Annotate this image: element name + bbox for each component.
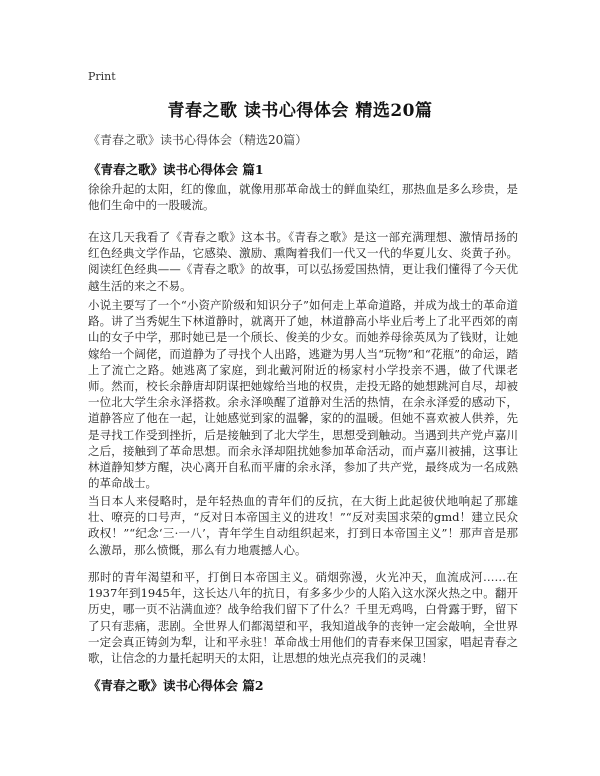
page-title: 青春之歌 读书心得体会 精选20篇 [167, 101, 433, 121]
section-heading-1: 《青春之歌》读书心得体会 篇1 [88, 162, 264, 177]
page-subtitle: 《青春之歌》读书心得体会（精选20篇） [88, 133, 308, 147]
paragraph: 徐徐升起的太阳，红的像血，就像用那革命战士的鲜血染红，那热血是多么珍贵，是他们生命中的一股暖流。 [88, 182, 518, 213]
paragraph: 在这几天我看了《青春之歌》这本书。《青春之歌》是这一部充满理想、激情昂扬的红色经典文学作品，它感染、激励、熏陶着我们一代又一代的华夏儿女、炎黄子孙。阅读红色经典——《青春之歌》的故事，可以弘扬爱国热情，更让我们懂得了今天优越生活的来之不易。 [88, 230, 518, 293]
paragraph: 小说主要写了一个“小资产阶级和知识分子”如何走上革命道路，并成为战士的革命道路。讲了当秀妮生下林道静时，就离开了她，林道静高小毕业后考上了北平西郊的南山的女子中学，那时她已是一个颀长、俊美的少女。而她养母徐英凤为了钱财，让她嫁给一个阔佬，而道静为了寻找个人出路，逃避为男人当“玩物”和“花瓶”的命运，踏上了流亡之路。她逃离了家庭，到北戴河附近的杨家村小学投亲不遇，做了代课老师。然而，校长余静唐却阴谋把她嫁给当地的权贵，走投无路的她想跳河自尽，却被一位北大学生余永泽搭救。余永泽唤醒了道静对生活的热情，在余永泽爱的感动下，道静答应了他在一起，让她感觉到家的温馨，家的的温暖。但她不喜欢被人供养，先是寻找工作受到挫折，后是接触到了北大学生，思想受到触动。当遇到共产党卢嘉川之后，接触到了革命思想。而余永泽却阻扰她参加革命活动，而卢嘉川被捕，这事让林道静知梦方醒，决心离开自私而平庸的余永泽，参加了共产党，最终成为一名成熟的革命战士。 [88, 298, 518, 491]
section-heading-2: 《青春之歌》读书心得体会 篇2 [88, 678, 264, 693]
print-label: Print [88, 70, 116, 83]
paragraph: 那时的青年渴望和平，打倒日本帝国主义。硝烟弥漫，火光冲天，血流成河……在1937年到1945年，这长达八年的抗日，有多多少少的人陷入这水深火热之中。翻开历史，哪一页不沾满血迹？战争给我们留下了什么？千里无鸡鸣，白骨露于野，留下了只有悲痛，悲剧。全世界人们都渴望和平，我知道战争的丧钟一定会敲响，全世界一定会真正铸剑为犁，让和平永驻！革命战士用他们的青春来保卫国家，唱起青春之歌，让信念的力量托起明天的太阳，让思想的烛光点亮我们的灵魂！ [88, 570, 518, 666]
paragraph: 当日本人来侵略时，是年轻热血的青年们的反抗，在大街上此起彼伏地响起了那雄壮、嘹亮的口号声，“反对日本帝国主义的进攻！”“反对卖国求荣的gmd！建立民众政权！”“纪念‘三·一八’，青年学生自动组织起来，打到日本帝国主义”！那声音是那么激昂，那么愤慨，那么有力地震撼人心。 [88, 494, 518, 557]
